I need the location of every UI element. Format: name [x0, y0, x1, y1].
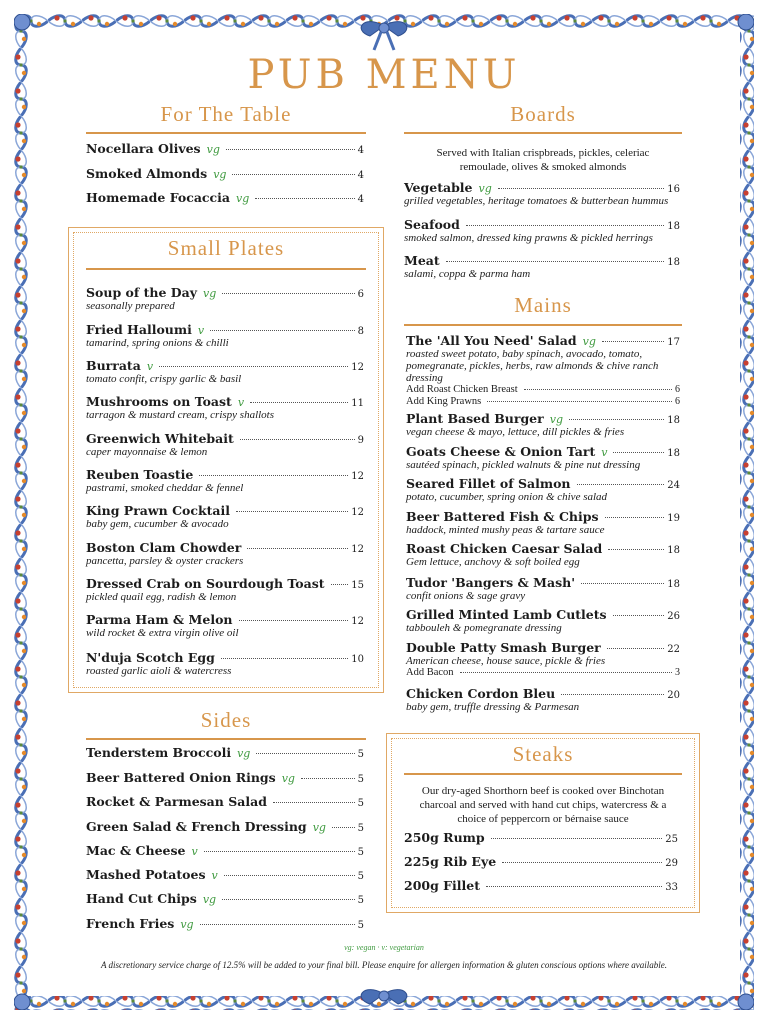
dot-leader [250, 402, 348, 403]
dot-leader [524, 389, 672, 390]
diet-tag: vg [281, 772, 295, 785]
menu-item-description: vegan cheese & mayo, lettuce, dill pickles & fries [406, 426, 625, 438]
menu-item [406, 640, 680, 679]
diet-tag: v [211, 869, 218, 882]
dot-leader [608, 549, 664, 550]
menu-item-name: 250g Rump [404, 830, 485, 845]
dot-leader [255, 198, 354, 199]
steaks-intro-line: charcoal and served with hand cut chips, watercress & a [419, 799, 667, 811]
dot-leader [232, 174, 354, 175]
menu-item-name: Smoked Almonds [86, 166, 208, 181]
menu-item-description: potato, cucumber, spring onion & chive salad [406, 491, 608, 503]
menu-item-name: Double Patty Smash Burger [406, 640, 601, 655]
menu-item-row [86, 503, 364, 518]
menu-item [404, 830, 678, 845]
diet-tag: vg [478, 182, 492, 195]
dot-leader [226, 149, 355, 150]
menu-item-name: Hand Cut Chips [86, 891, 197, 906]
menu-item-price: 4 [357, 145, 364, 156]
menu-item-name: Chicken Cordon Bleu [406, 686, 556, 701]
menu-item [86, 540, 364, 567]
menu-item-row [86, 867, 364, 882]
boards-intro-line: remoulade, olives & smoked almonds [459, 161, 627, 173]
menu-item [86, 916, 364, 931]
menu-item-price: 9 [357, 435, 364, 446]
menu-item-price: 11 [351, 398, 364, 409]
menu-item [86, 285, 364, 312]
diet-tag: vg [206, 143, 220, 156]
menu-item-price: 5 [357, 774, 364, 785]
menu-item [86, 190, 364, 205]
menu-item-name: Beer Battered Fish & Chips [406, 509, 599, 524]
steaks-intro-line: choice of peppercorn or bérnaise sauce [457, 813, 629, 825]
menu-item-row [86, 141, 364, 156]
menu-item-row [86, 358, 364, 373]
menu-item-row [406, 686, 680, 701]
menu-item [86, 166, 364, 181]
menu-item [406, 607, 680, 634]
diet-tag: v [191, 845, 198, 858]
menu-item [86, 322, 364, 349]
menu-item-description: wild rocket & extra virgin olive oil [86, 627, 239, 639]
menu-item-name: Soup of the Day [86, 285, 197, 300]
section-rule [404, 132, 682, 134]
dot-leader [607, 648, 665, 649]
menu-item-price: 10 [351, 654, 364, 665]
menu-item-name: Tudor 'Bangers & Mash' [406, 575, 576, 590]
menu-item-row [406, 575, 680, 590]
menu-item [86, 650, 364, 677]
menu-item [86, 867, 364, 882]
menu-item [406, 575, 680, 602]
dot-leader [159, 366, 348, 367]
dot-leader [222, 293, 354, 294]
menu-item-description: grilled vegetables, heritage tomatoes & butterbean hummus [404, 195, 669, 207]
section-rule [86, 268, 366, 270]
menu-item-name: Plant Based Burger [406, 411, 544, 426]
menu-item-description: roasted sweet potato, baby spinach, avocado, tomato, pomegranate, pickles, herbs, raw almonds & chive ranch dressing [406, 348, 659, 384]
menu-item-name: Green Salad & French Dressing [86, 819, 307, 834]
menu-item-row [404, 180, 680, 195]
boards-intro [404, 146, 682, 174]
menu-item-name: 225g Rib Eye [404, 854, 497, 869]
dot-leader [273, 802, 355, 803]
menu-item-description: smoked salmon, dressed king prawns & pickled herrings [404, 232, 653, 244]
menu-item-row [404, 854, 678, 869]
menu-item-name: Beer Battered Onion Rings [86, 770, 276, 785]
menu-item-name: Greenwich Whitebait [86, 431, 234, 446]
menu-item-price: 24 [667, 480, 680, 491]
menu-item-description: tomato confit, crispy garlic & basil [86, 373, 242, 385]
menu-item-description: pastrami, smoked cheddar & fennel [86, 482, 244, 494]
menu-item-description: tamarind, spring onions & chilli [86, 337, 229, 349]
menu-item-price: 18 [667, 415, 680, 426]
menu-item-price: 12 [351, 507, 364, 518]
menu-item-description: Gem lettuce, anchovy & soft boiled egg [406, 556, 580, 568]
section-rule [86, 738, 366, 740]
menu-item-price: 6 [357, 289, 364, 300]
menu-item-name: French Fries [86, 916, 175, 931]
menu-item-description: salami, coppa & parma ham [404, 268, 531, 280]
menu-item [406, 476, 680, 503]
menu-item-price: 18 [667, 545, 680, 556]
menu-item-price: 5 [357, 749, 364, 760]
menu-item-description: American cheese, house sauce, pickle & fries [406, 655, 606, 667]
section-title-boards: Boards [510, 102, 576, 126]
menu-item-name: Seared Fillet of Salmon [406, 476, 571, 491]
dot-leader [200, 924, 355, 925]
menu-item-name: Meat [404, 253, 440, 268]
menu-item-price: 12 [351, 362, 364, 373]
menu-item-price: 18 [667, 221, 680, 232]
menu-item-description: baby gem, cucumber & avocado [86, 518, 229, 530]
menu-item-price: 12 [351, 471, 364, 482]
menu-item [86, 745, 364, 760]
menu-item-name: Rocket & Parmesan Salad [86, 794, 267, 809]
section-title-sides: Sides [200, 708, 252, 732]
dot-leader [581, 583, 664, 584]
menu-item-row [86, 819, 364, 834]
menu-item-description: haddock, minted mushy peas & tartare sauce [406, 524, 605, 536]
menu-item [86, 141, 364, 156]
menu-item-row [86, 612, 364, 627]
menu-item-name: Mac & Cheese [86, 843, 186, 858]
section-title-for-the-table: For The Table [160, 102, 292, 126]
dot-leader [236, 511, 348, 512]
menu-item [86, 891, 364, 906]
menu-item-price: 19 [667, 513, 680, 524]
menu-item-name: Vegetable [404, 180, 473, 195]
menu-item-name: Fried Halloumi [86, 322, 192, 337]
section-title-small-plates: Small Plates [167, 236, 285, 260]
menu-item-price: 5 [357, 895, 364, 906]
menu-item-name: Parma Ham & Melon [86, 612, 233, 627]
diet-tag: v [146, 360, 154, 373]
dot-leader [332, 827, 355, 828]
menu-item-row [404, 878, 678, 893]
dot-leader [199, 475, 348, 476]
service-charge-note: A discretionary service charge of 12.5% will be added to your final bill. Please enquire for allergen information & gluten conscious options where available. [100, 960, 668, 970]
menu-item-price: 8 [357, 326, 364, 337]
menu-item-row [86, 431, 364, 446]
addon-label: Add Roast Chicken Breast [406, 384, 518, 395]
dot-leader [486, 886, 662, 887]
menu-item-row [86, 576, 364, 591]
menu-item-price: 4 [357, 170, 364, 181]
menu-item [86, 576, 364, 603]
menu-item-price: 22 [667, 644, 680, 655]
menu-item [404, 253, 680, 280]
menu-item-row [406, 509, 680, 524]
dot-leader [613, 452, 664, 453]
dot-leader [487, 401, 672, 402]
dot-leader [569, 419, 664, 420]
dot-leader [224, 875, 355, 876]
menu-item-description: tarragon & mustard cream, crispy shallots [86, 409, 275, 421]
menu-item-row [86, 745, 364, 760]
dot-leader [222, 899, 355, 900]
diet-tag: vg [549, 413, 563, 426]
dot-leader [239, 620, 349, 621]
menu-item-name: Roast Chicken Caesar Salad [406, 541, 603, 556]
menu-item-name: King Prawn Cocktail [86, 503, 231, 518]
diet-tag: v [197, 324, 205, 337]
menu-item-row [406, 607, 680, 622]
page-title: PUB MENU [247, 52, 521, 98]
section-title-steaks: Steaks [512, 742, 574, 766]
menu-item [406, 509, 680, 536]
menu-item-row [406, 333, 680, 348]
menu-item-description: caper mayonnaise & lemon [86, 446, 208, 458]
menu-item-description: baby gem, truffle dressing & Parmesan [406, 701, 580, 713]
boards-intro-line: Served with Italian crispbreads, pickles, celeriac [436, 147, 650, 159]
dot-leader [446, 261, 665, 262]
menu-item-name: Tenderstem Broccoli [86, 745, 232, 760]
dot-leader [331, 584, 349, 585]
diet-tag: v [237, 396, 245, 409]
steaks-intro-line: Our dry-aged Shorthorn beef is cooked over Binchotan [421, 785, 665, 797]
section-rule [86, 132, 366, 134]
diet-tag: v [601, 446, 608, 459]
addon-label: Add Bacon [406, 667, 454, 678]
menu-item [406, 444, 680, 471]
diet-tag: vg [180, 918, 194, 931]
menu-item-row [86, 770, 364, 785]
menu-item-price: 5 [357, 847, 364, 858]
menu-item [86, 819, 364, 834]
menu-item-price: 26 [667, 611, 680, 622]
menu-item-price: 5 [357, 823, 364, 834]
menu-item-name: Grilled Minted Lamb Cutlets [406, 607, 607, 622]
menu-item-name: Nocellara Olives [86, 141, 201, 156]
menu-item-row [86, 794, 364, 809]
menu-item-name: The 'All You Need' Salad [406, 333, 577, 348]
section-rule [404, 324, 682, 326]
diet-tag: vg [312, 821, 326, 834]
menu-item-row [406, 411, 680, 426]
menu-item-name: Reuben Toastie [86, 467, 194, 482]
addon-price: 6 [675, 396, 680, 407]
menu-item-name: Burrata [86, 358, 141, 373]
menu-item-row [86, 166, 364, 181]
menu-item [86, 770, 364, 785]
menu-item-name: Boston Clam Chowder [86, 540, 242, 555]
addon-row [406, 667, 680, 679]
menu-item-row [406, 541, 680, 556]
section-title-mains: Mains [514, 293, 572, 317]
diet-tag: vg [202, 287, 217, 300]
menu-item-row [404, 217, 680, 232]
menu-item-row [86, 467, 364, 482]
menu-item-price: 17 [667, 337, 680, 348]
menu-item [404, 217, 680, 244]
menu-item [86, 431, 364, 458]
menu-item-row [86, 916, 364, 931]
dot-leader [498, 188, 664, 189]
diet-key: vg: vegan · v: vegetarian [344, 943, 424, 952]
menu-item-name: 200g Fillet [404, 878, 481, 893]
menu-item-price: 29 [665, 858, 678, 869]
addon-price: 3 [675, 667, 680, 678]
dot-leader [221, 658, 348, 659]
menu-item [406, 686, 680, 713]
menu-item-price: 5 [357, 920, 364, 931]
menu-item [86, 467, 364, 494]
menu-item-name: Seafood [404, 217, 460, 232]
menu-item-name: Homemade Focaccia [86, 190, 231, 205]
menu-item-row [406, 444, 680, 459]
menu-item-row [86, 394, 364, 409]
menu-item-price: 16 [667, 184, 680, 195]
menu-item-row [86, 650, 364, 665]
menu-item [404, 878, 678, 893]
addon-label: Add King Prawns [406, 396, 482, 407]
menu-item [406, 333, 680, 408]
menu-item-row [86, 891, 364, 906]
diet-tag: vg [237, 747, 251, 760]
menu-item-description: pancetta, parsley & oyster crackers [86, 555, 244, 567]
dot-leader [204, 851, 355, 852]
menu-item-price: 5 [357, 871, 364, 882]
dot-leader [561, 694, 664, 695]
dot-leader [466, 225, 664, 226]
menu-item-price: 5 [357, 798, 364, 809]
menu-item [86, 794, 364, 809]
dot-leader [247, 548, 348, 549]
menu-item-price: 18 [667, 448, 680, 459]
menu-item-name: Goats Cheese & Onion Tart [406, 444, 596, 459]
menu-item-row [86, 285, 364, 300]
dot-leader [210, 330, 355, 331]
menu-item-price: 20 [667, 690, 680, 701]
dot-leader [301, 778, 355, 779]
menu-item [86, 843, 364, 858]
diet-tag: vg [202, 893, 217, 906]
menu-item-name: Dressed Crab on Sourdough Toast [86, 576, 325, 591]
menu-item-name: Mashed Potatoes [86, 867, 206, 882]
menu-item-row [406, 640, 680, 655]
dot-leader [256, 753, 354, 754]
menu-item-price: 15 [351, 580, 364, 591]
dot-leader [491, 838, 663, 839]
menu-item [86, 503, 364, 530]
menu-item [86, 612, 364, 639]
dot-leader [240, 439, 355, 440]
menu-item-price: 18 [667, 257, 680, 268]
menu-item-description: roasted garlic aioli & watercress [86, 665, 232, 677]
dot-leader [613, 615, 665, 616]
menu-item-row [404, 253, 680, 268]
addon-row [406, 396, 680, 408]
menu-item [404, 854, 678, 869]
menu-item-row [86, 190, 364, 205]
menu-item [404, 180, 680, 207]
menu-item [406, 411, 680, 438]
diet-tag: vg [582, 335, 596, 348]
menu-item-name: Mushrooms on Toast [86, 394, 232, 409]
menu-item-price: 25 [665, 834, 678, 845]
addon-row [406, 384, 680, 396]
menu-item-description: confit onions & sage gravy [406, 590, 526, 602]
menu-item [86, 394, 364, 421]
menu-item-price: 12 [351, 616, 364, 627]
menu-item-description: sautéed spinach, pickled walnuts & pine nut dressing [406, 459, 641, 471]
dot-leader [460, 672, 672, 673]
menu-item-price: 33 [665, 882, 678, 893]
menu-item-description: pickled quail egg, radish & lemon [86, 591, 237, 603]
diet-tag: vg [236, 192, 250, 205]
menu-item-row [86, 540, 364, 555]
dot-leader [577, 484, 665, 485]
dot-leader [602, 341, 664, 342]
menu-item-price: 18 [667, 579, 680, 590]
section-rule [404, 773, 682, 775]
addon-price: 6 [675, 384, 680, 395]
menu-item-row [406, 476, 680, 491]
menu-item [406, 541, 680, 568]
dot-leader [605, 517, 665, 518]
menu-item-price: 12 [351, 544, 364, 555]
menu-item-name: N'duja Scotch Egg [86, 650, 215, 665]
menu-item-row [404, 830, 678, 845]
menu-item-description: seasonally prepared [86, 300, 175, 312]
menu-item [86, 358, 364, 385]
menu-item-price: 4 [357, 194, 364, 205]
diet-tag: vg [213, 168, 227, 181]
dot-leader [502, 862, 662, 863]
menu-item-row [86, 322, 364, 337]
menu-item-row [86, 843, 364, 858]
steaks-intro [396, 784, 690, 826]
menu-item-description: tabbouleh & pomegranate dressing [406, 622, 562, 634]
